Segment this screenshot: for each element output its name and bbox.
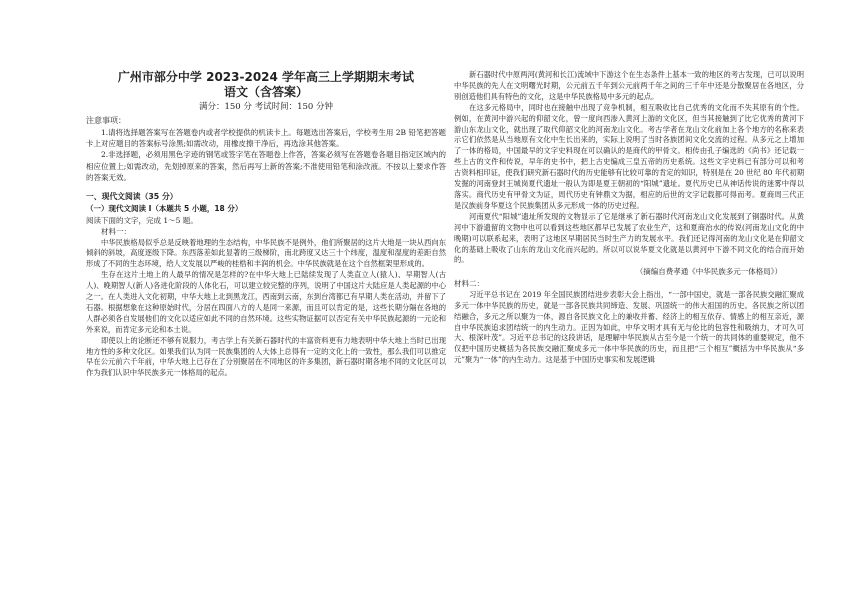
notice-item-1: 1.请将选择题答案写在答题卷内或者学校提供的机读卡上。每题选出答案后，学校考生用 2B 铅笔把答题卡上对应题目的答案标号涂黑;如需改动，用橡皮擦干净后，再选涂其他答案。 <box>86 128 446 149</box>
exam-info: 满分：150 分 考试时间：150 分钟 <box>198 102 334 112</box>
body-paragraph: 河南夏代“阳城”遗址所发现的文物显示了它是继承了新石器时代河南龙山文化发展到了铜器时代。从黄河中下游遗留的文物中也可以看到这些地区都早已发展了农业生产，这和夏商治水的传说(河南龙山文化的中晚期)可以联系起来，表明了这地区早期居民当时生产力的发展水平。我们还记得河南的龙山文化是在仰韶文化的基础上吸收了山东的龙山文化而兴起的。所以可以说华夏文化就是以黄河中下游不同文化的结合而开始的。 <box>454 211 804 265</box>
exam-title-line1: 广州市部分中学 2023-2024 学年高三上学期期末考试 <box>117 70 415 84</box>
material1-label: 材料一： <box>101 227 131 237</box>
source-note: （摘编自费孝通《中华民族多元一体格局》） <box>635 267 782 277</box>
body-paragraph: 即使以上的论断还不够有说服力，考古学上有关新石器时代的丰富资料更有力地表明中华大地上当时已出现地方性的多种文化区。如果我们认为同一民族集团的人大体上总得有一定的文化上的一致性，那么我们可以推定早在公元前六千年前，中华大地上已存在了分别聚居在不同地区的许多集团，新石器时期各地不同的文化区可以作为我们认识中华民族多元一体格局的起点。 <box>86 335 446 378</box>
body-paragraph: 生存在这片土地上的人最早的情况是怎样的?在中华大地上已陆续发现了人类直立人(猿人)、早期智人(古人)、晚期智人(新人)各进化阶段的人体化石，可以建立较完整的序列，说明了中国这片大陆应是人类起源的中心之一。在人类进入文化初期，中华大地上北到黑龙江，西南到云南，东到台湾都已有早期人类在活动，并留下了石器。根据想象在这种原始时代，分居在四面八方的人是同一来源，而且可以肯定的是，这些长期分隔在各地的人群必须各自发展他们的文化以适应如此不同的自然环境。这些实物证据可以否定有关中华民族起源的一元论和外来说，而肯定多元论和本土说。 <box>86 270 446 334</box>
subsection-heading: （一）现代文阅读 I（本题共 5 小题，18 分） <box>86 204 243 214</box>
left-column <box>86 70 446 379</box>
section-heading: 一、现代文阅读（35 分） <box>86 192 178 202</box>
reading-instruction: 阅读下面的文字，完成 1～5 题。 <box>86 215 198 225</box>
exam-title-line2: 语文（含答案） <box>223 85 308 99</box>
notice-heading: 注意事项： <box>86 116 126 125</box>
notice-item-2: 2.非选择题，必须用黑色字迹的钢笔或签字笔在答题卷上作答，答案必须写在答题卷各题目指定区域内的相应位置上;如需改动，先划掉原来的答案，然后再写上新的答案;不准使用铅笔和涂改液。不按以上要求作答的答案无效。 <box>86 150 446 182</box>
body-paragraph: 习近平总书记在 2019 年全国民族团结进步表彰大会上指出，“一部中国史，就是一部各民族交融汇聚成多元一体中华民族的历史，就是一部各民族共同缔造、发展、巩固统一的伟大祖国的历史。各民族之所以团结融合，多元之所以聚为一体，源自各民族文化上的兼收并蓄、经济上的相互依存、情感上的相互亲近，源自中华民族追求团结统一的内生动力。正因为如此，中华文明才具有无与伦比的包容性和吸纳力，才可久可大、根深叶茂”。习近平总书记的这段讲话，是理解中华民族从古至今是一个统一的共同体的重要规定，他不仅把中国历史概括为各民族交融汇聚成多元一体中华民族的历史，而且把“三个相互”概括为中华民族从“多元”聚为“一体”的内生动力。这是基于中国历史事实和发展逻辑 <box>454 289 804 365</box>
body-paragraph: 中华民族格局似乎总是反映着地理的生态结构，中华民族不是例外，他们所聚居的这片大地是一块从西向东倾斜的斜坡，高度逐级下降。东西落差如此显著的三级梯阶，南北跨度又达三十个纬度，温度和湿度的差距自然形成了不同的生态环境，给人文发展以严峻的桂梏和丰润的机会。中华民族就是在这个自然框架里形成的。 <box>86 237 446 269</box>
body-paragraph: 在这多元格局中，同时也在接触中出现了竞争机制，相互吸收比自己优秀的文化而不失其原有的个性。例如，在黄河中游兴起的仰韶文化，曾一度向西渗入黄河上游的文化区，但当其接触到了比它优秀的黄河下游山东龙山文化，就出现了取代仰韶文化的河南龙山文化。考古学者在龙山文化前加上各个地方的名称来表示它们依然是从当地原有文化中生长出来的，实际上说明了当时各族团间文化交流的过程。从多元之上增加了一体的格局，中国最早的文字史料现在可以确认的是商代的甲骨文。相传由孔子编选的《尚书》还记载一些上古的文件和传说，早年的史书中，把上古史编成三皇五帝的历史系统。这些文字史料已有部分可以和考古资料相印证，使我们研究新石器时代的历史能够有比较可靠的肯定的知识，特别是在 20 世纪 80 年代初期发掘的河南登封王城岗夏代遗址一般认为即是夏王朝初的“阳城”遗址。夏代历史已从神话传说的迷雾中得以落实。商代历史有甲骨文为证，周代历史有钟鼎文为据，相应的后世的文字记载都可得而考。夏商周三代正是汉族前身华夏这个民族集团从多元形成一体的历史过程。 <box>454 102 804 210</box>
body-paragraph: 新石器时代中原两河(黄河和长江)流域中下游这个在生态条件上基本一致的地区的考古发现，已可以说明中华民族的先人在文明曙光时期，公元前五千年到公元前两千年之间的三千年中还是分散聚居在各地区，分别创造他们具有特色的文化，这是中华民族格局中多元的起点。 <box>454 70 804 101</box>
right-column <box>454 70 804 366</box>
material2-label: 材料二： <box>454 279 484 289</box>
